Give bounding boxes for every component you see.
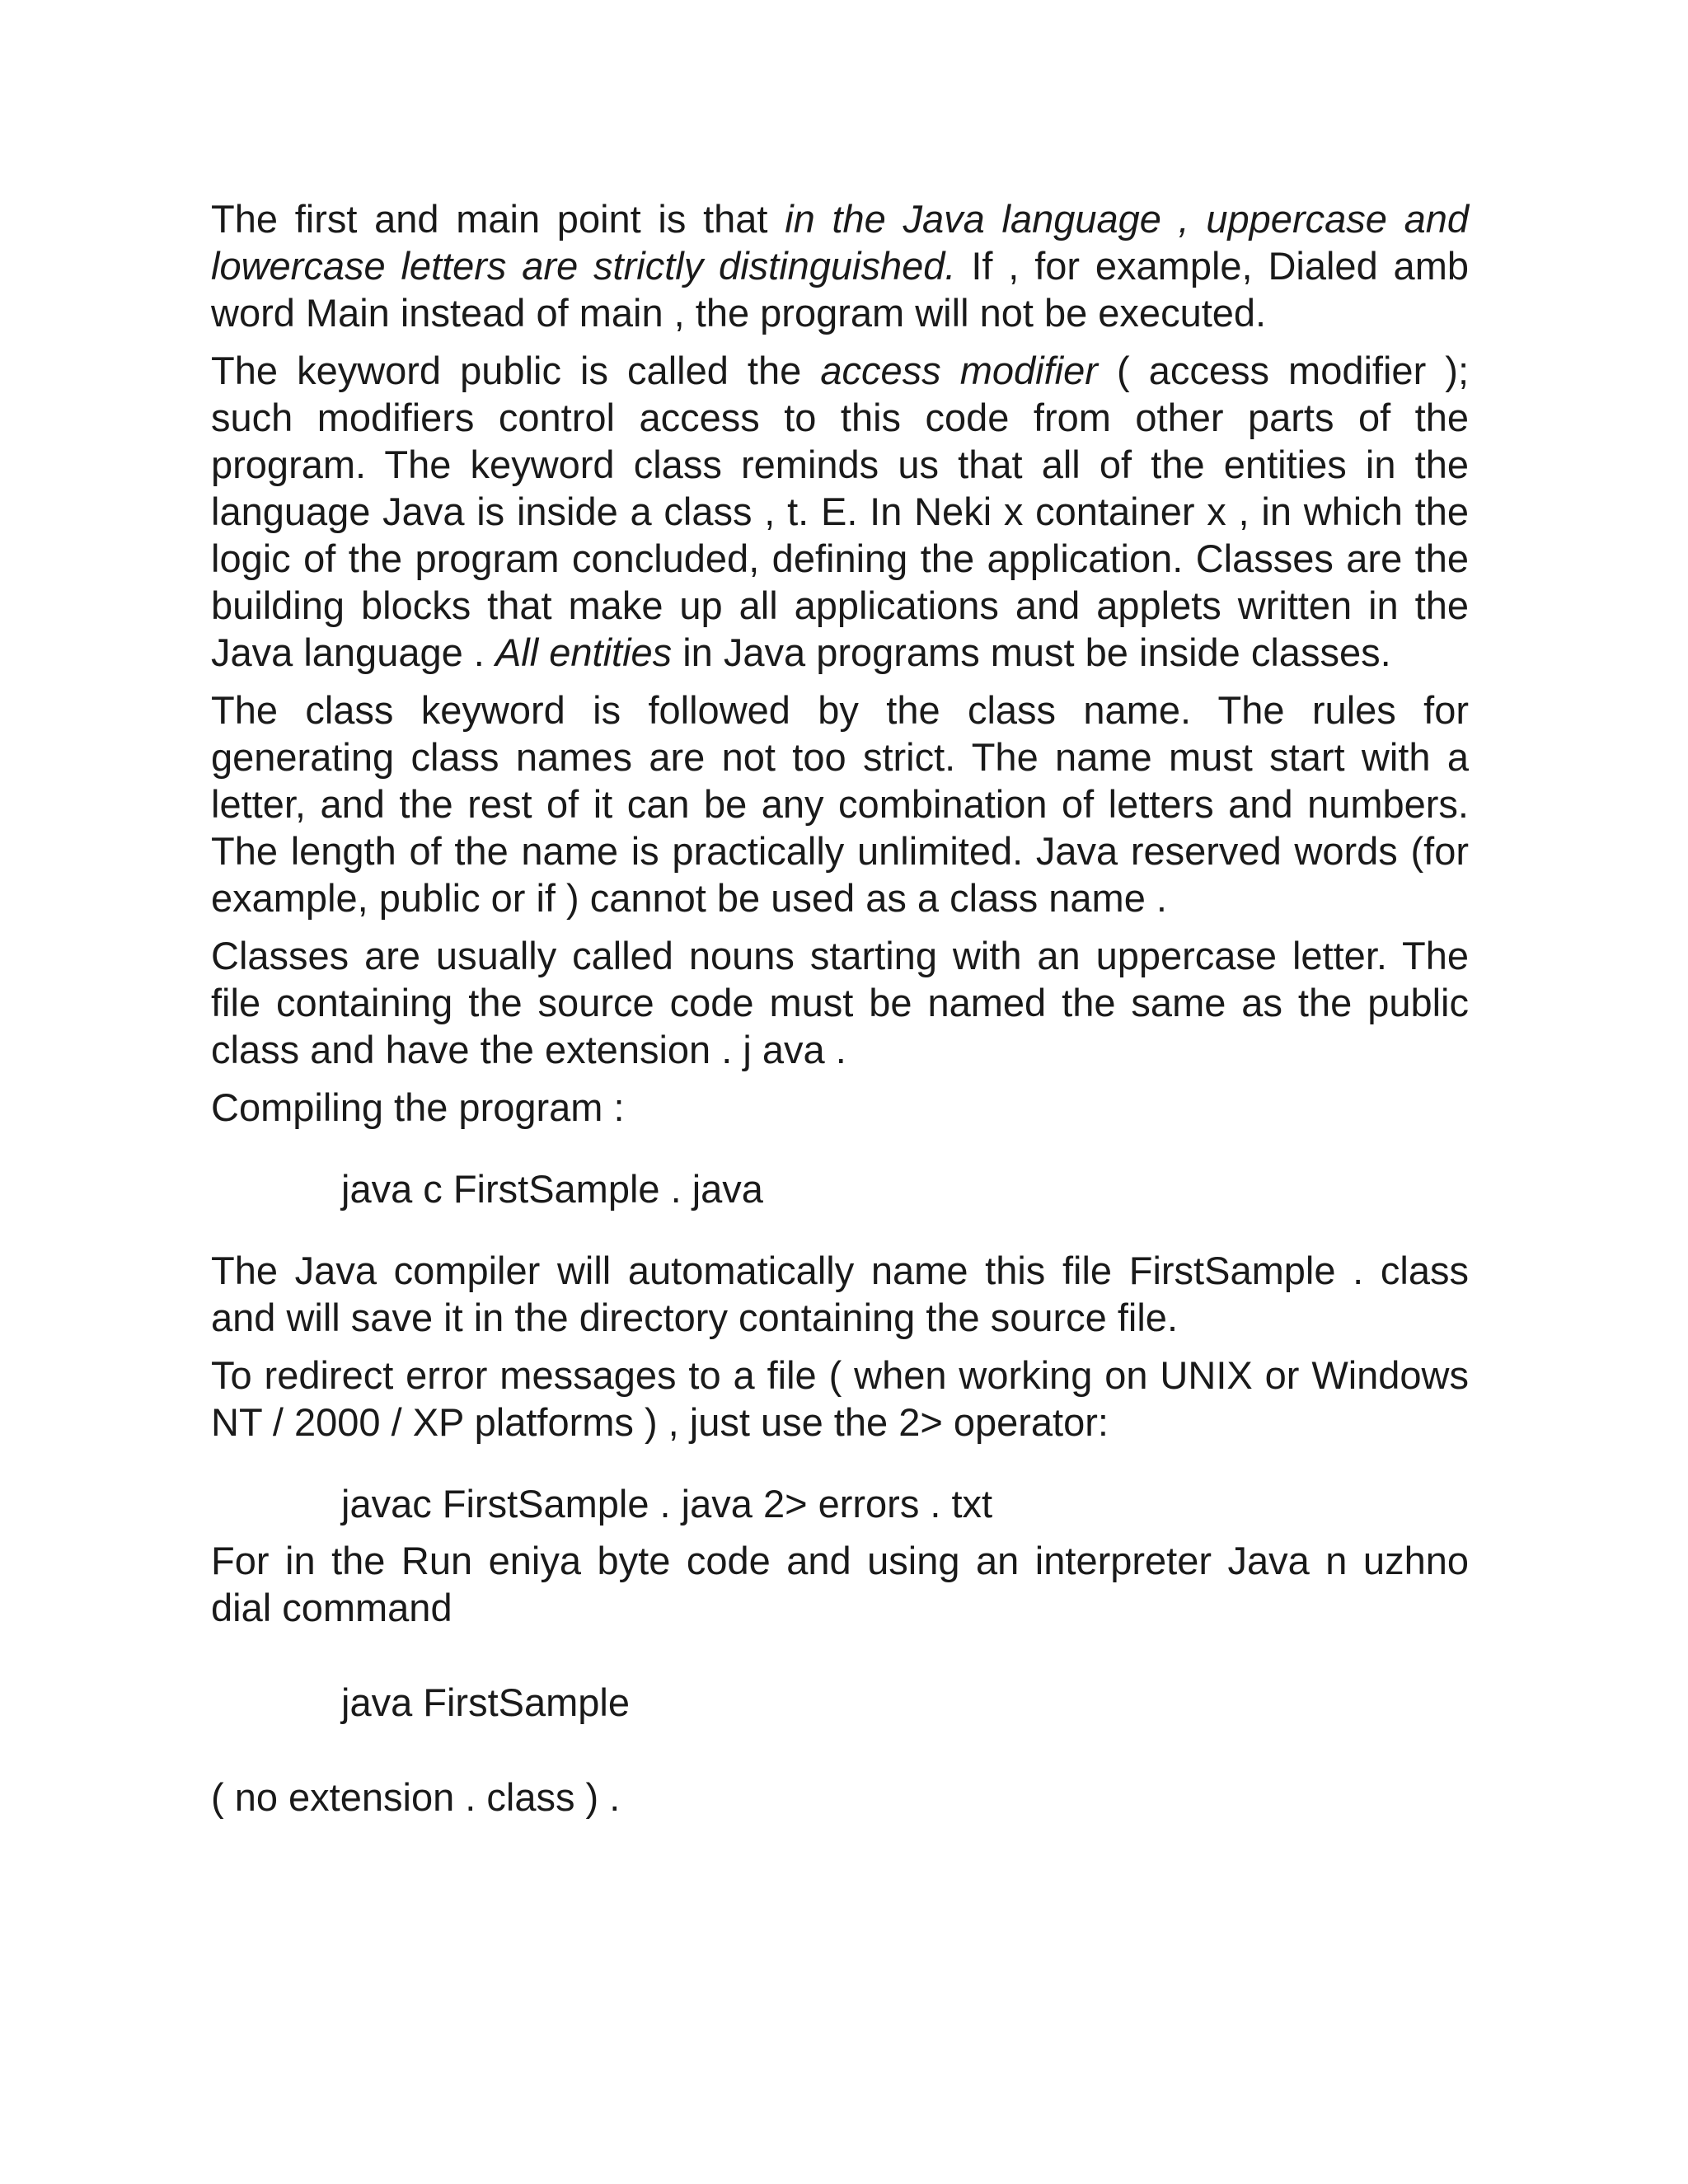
paragraph-compiler-output: The Java compiler will automatically name this file FirstSample . class and will save it in the directory containing the source file. (211, 1249, 1469, 1339)
paragraph-class-naming: Classes are usually called nouns starting with an uppercase letter. The file containing the source code must be named the same as the public class and have the extension . j ava . (211, 934, 1469, 1071)
text-segment: If , for example, Dialed amb word Main instead of main , the program will not be executed. (211, 244, 1469, 335)
paragraph-compiling: Compiling the program : (211, 1085, 625, 1129)
emphasis-text: All entities (495, 630, 673, 674)
text-segment: The first and main point is that (211, 197, 785, 241)
paragraph-no-extension: ( no extension . class ) . (211, 1775, 621, 1819)
paragraph-redirect-errors: To redirect error messages to a file ( when working on UNIX or Windows NT / 2000 / XP platforms ) , just use the 2> operator: (211, 1353, 1469, 1444)
document-body (211, 195, 1469, 1831)
text-segment: The keyword public is called the (211, 349, 821, 392)
emphasis-text: access modifier (820, 349, 1098, 392)
paragraph-run-bytecode: For in the Run eniya byte code and using an interpreter Java n uzhno dial command (211, 1539, 1469, 1629)
paragraph-class-name-rules: The class keyword is followed by the class name. The rules for generating class names are not too strict. The name must start with a letter, and the rest of it can be any combination of letters and numbers. The length of the name is practically unlimited. Java reserved words (for example, public or if ) cannot be used as a class name . (211, 688, 1469, 920)
code-line-redirect: javac FirstSample . java 2> errors . txt (341, 1482, 993, 1526)
code-line-run: java FirstSample (341, 1680, 630, 1724)
emphasis-text: in the Java language , uppercase and lowercase letters are strictly distinguished. (211, 197, 1469, 288)
text-segment: ( access modifier ); such modifiers control access to this code from other parts of the program. The keyword class reminds us that all of the entities in the language Java is inside a class , t. E. In Neki x container x , in which the logic of the program concluded, defining the application. Classes are the building blocks that make up all applications and applets written in the Java language . (211, 349, 1470, 674)
code-line-compile: java c FirstSample . java (341, 1167, 763, 1211)
paragraph-case-sensitivity (211, 195, 1469, 336)
paragraph-access-modifier (211, 347, 1469, 676)
text-segment: in Java programs must be inside classes. (672, 630, 1391, 674)
